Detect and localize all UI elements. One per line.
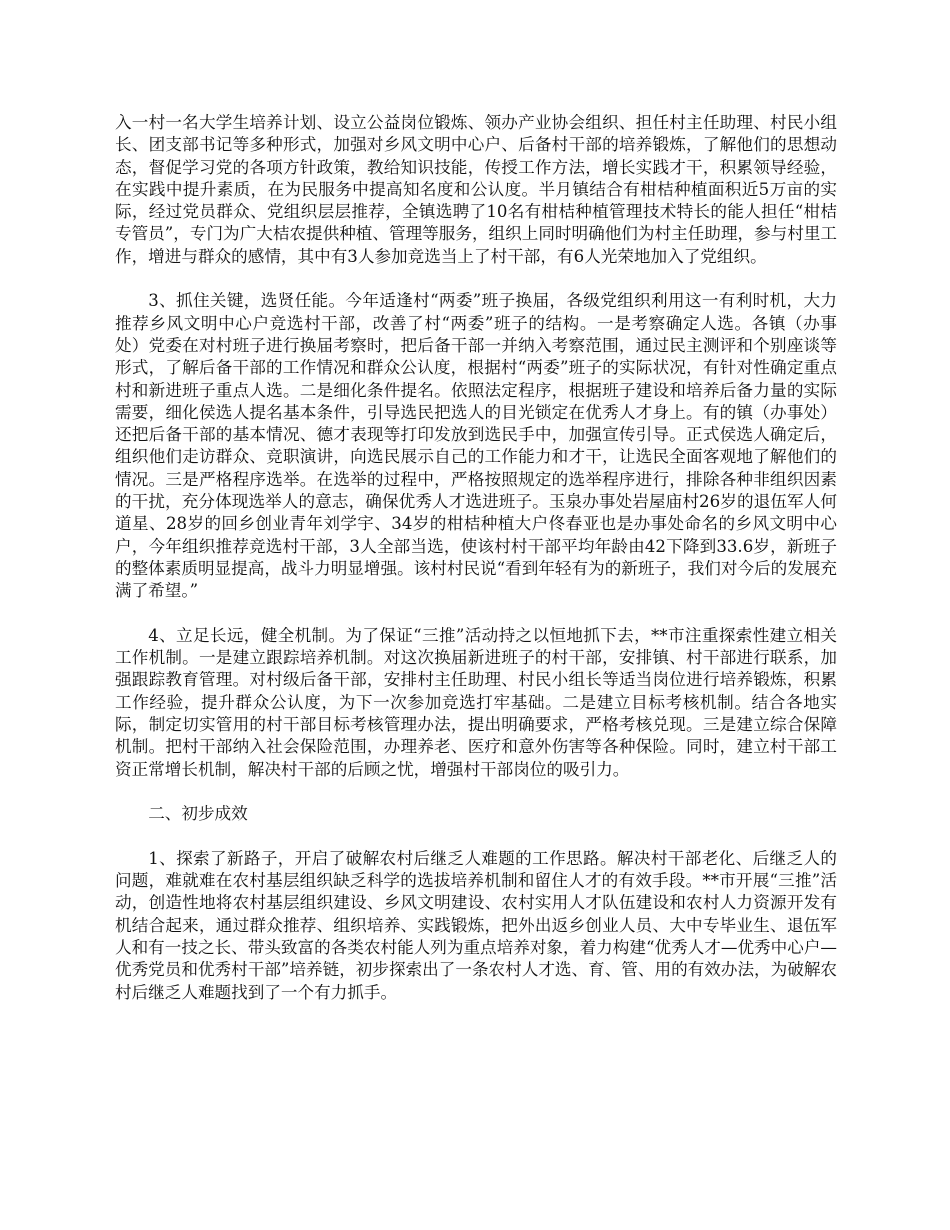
section-heading-initial-results: 二、初步成效	[148, 804, 248, 824]
paragraph-section-4-mechanism: 4、立足长远，健全机制。为了保证“三推”活动持之以恒地抓下去，**市注重探索性建立相关工作机制。一是建立跟踪培养机制。对这次换届新进班子的村干部，安排镇、村干部进行联系，加强跟踪教育管理。对村级后备干部，安排村主任助理、村民小组长等适当岗位进行培养锻炼，积累工作经验，提升群众公认度，为下一次参加竞选打牢基础。二是建立目标考核机制。结合各地实际，制定切实管用的村干部目标考核管理办法，提出明确要求，严格考核兑现。三是建立综合保障机制。把村干部纳入社会保险范围，办理养老、医疗和意外伤害等各种保险。同时，建立村干部工资正常增长机制，解决村干部的后顾之忧，增强村干部岗位的吸引力。	[115, 625, 837, 779]
paragraph-section-3-select-talent: 3、抓住关键，选贤任能。今年适逢村“两委”班子换届，各级党组织利用这一有利时机，大力推荐乡风文明中心户竞选村干部，改善了村“两委”班子的结构。一是考察确定人选。各镇（办事处）党委在对村班子进行换届考察时，把后备干部一并纳入考察范围，通过民主测评和个别座谈等形式，了解后备干部的工作情况和群众公认度，根据村“两委”班子的实际状况，有针对性确定重点村和新进班子重点人选。二是细化条件提名。依照法定程序，根据班子建设和培养后备力量的实际需要，细化侯选人提名基本条件，引导选民把选人的目光锁定在优秀人才身上。有的镇（办事处）还把后备干部的基本情况、德才表现等打印发放到选民手中，加强宣传引导。正式侯选人确定后，组织他们走访群众、竞职演讲，向选民展示自己的工作能力和才干，让选民全面客观地了解他们的情况。三是严格程序选举。在选举的过程中，严格按照规定的选举程序进行，排除各种非组织因素的干扰，充分体现选举人的意志，确保优秀人才选进班子。玉泉办事处岩屋庙村26岁的退伍军人何道星、28岁的回乡创业青年刘学宇、34岁的柑桔种植大户佟春亚也是办事处命名的乡风文明中心户，今年组织推荐竞选村干部，3人全部当选，使该村村干部平均年龄由42下降到33.6岁，新班子的整体素质明显提高，战斗力明显增强。该村村民说“看到年轻有为的新班子，我们对今后的发展充满了希望。”	[115, 291, 838, 601]
paragraph-continuation: 入一村一名大学生培养计划、设立公益岗位锻炼、领办产业协会组织、担任村主任助理、村民小组长、团支部书记等多种形式，加强对乡风文明中心户、后备村干部的培养锻炼，了解他们的思想动态，督促学习党的各项方针政策，教给知识技能，传授工作方法，增长实践才干，积累领导经验，在实践中提升素质，在为民服务中提高知名度和公认度。半月镇结合有柑桔种植面积近5万亩的实际，经过党员群众、党组织层层推荐，全镇选聘了10名有柑桔种植管理技术特长的能人担任“柑桔专管员”，专门为广大桔农提供种植、管理等服务，组织上同时明确他们为村主任助理，参与村里工作，增进与群众的感情，其中有3人参加竞选当上了村干部，有6人光荣地加入了党组织。	[115, 113, 838, 266]
paragraph-result-1: 1、探索了新路子，开启了破解农村后继乏人难题的工作思路。解决村干部老化、后继乏人的问题，难就难在农村基层组织缺乏科学的选拔培养机制和留住人才的有效手段。**市开展“三推”活动，创造性地将农村基层组织建设、乡风文明建设、农村实用人才队伍建设和农村人力资源开发有机结合起来，通过群众推荐、组织培养、实践锻炼，把外出返乡创业人员、大中专毕业生、退伍军人和有一技之长、带头致富的各类农村能人列为重点培养对象，着力构建“优秀人才—优秀中心户—优秀党员和优秀村干部”培养链，初步探索出了一条农村人才选、育、管、用的有效办法，为破解农村后继乏人难题找到了一个有力抓手。	[115, 848, 838, 1002]
document-page	[115, 112, 837, 1004]
